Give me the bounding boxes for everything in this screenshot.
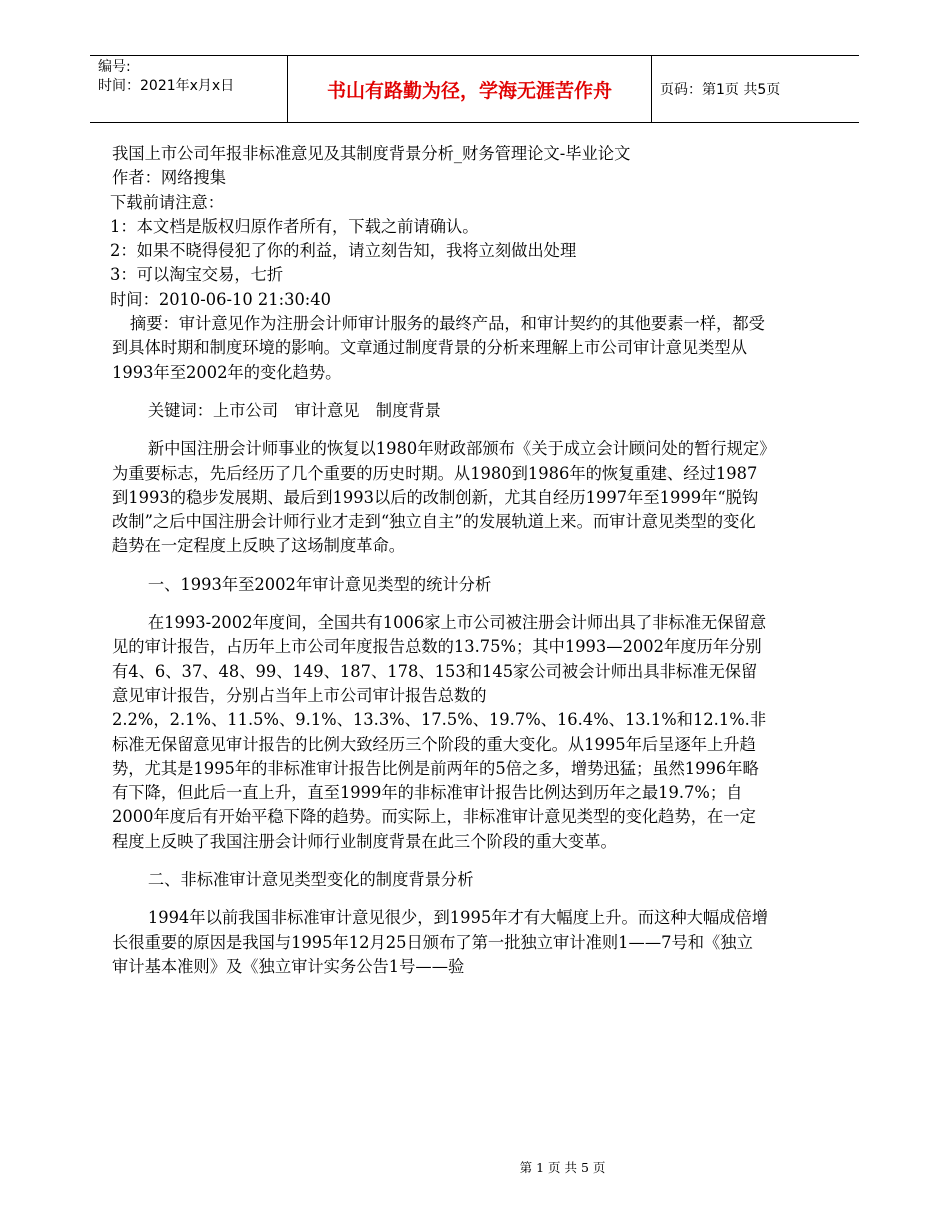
notice-heading: 下载前请注意： bbox=[110, 192, 224, 212]
time-label: 时间：2021年x月x日 bbox=[98, 78, 235, 94]
notice-item-3: 3：可以淘宝交易，七折 bbox=[110, 265, 284, 285]
download-notice bbox=[110, 191, 768, 312]
section-heading-2: 二、非标准审计意见类型变化的制度背景分析 bbox=[147, 870, 474, 890]
section-heading-1: 一、1993年至2002年审计意见类型的统计分析 bbox=[147, 574, 492, 594]
stats-paragraph-2: 2.2%，2.1%、11.5%、9.1%、13.3%、17.5%、19.7%、16.4%、13.1%和12.1%.非标准无保留意见审计报告的比例大致经历三个阶段的重大变化。从1995年后呈逐年上升趋势，尤其是1995年的非标准审计报告比例是前两年的5倍之多，增势迅猛；虽然1996年略有下降，但此后一直上升，直至1999年的非标准审计报告比例达到历年之最19.7%；自2000年度后有开始平稳下降的趋势。而实际上，非标准审计意见类型的变化趋势，在一定程度上反映了我国注册会计师行业制度背景在此三个阶段的重大变革。 bbox=[112, 710, 767, 851]
header-motto: 书山有路勤为径，学海无涯苦作舟 bbox=[287, 56, 652, 122]
number-label: 编号: bbox=[98, 59, 131, 75]
stats-paragraph-1: 在1993-2002年度间，全国共有1006家上市公司被注册会计师出具了非标准无保留意见的审计报告，占历年上市公司年度报告总数的13.75%；其中1993—2002年度历年分别有4、6、37、48、99、149、187、178、153和145家公司被会计师出具非标准无保留意见审计报告，分别占当年上市公司审计报告总数的 bbox=[112, 613, 767, 705]
background-paragraph: 1994年以前我国非标准审计意见很少，到1995年才有大幅度上升。而这种大幅成倍增长很重要的原因是我国与1995年12月25日颁布了第一批独立审计准则1——7号和《独立审计基本准则》及《独立审计实务公告1号——验 bbox=[112, 908, 769, 976]
article-meta bbox=[112, 142, 768, 191]
article-body bbox=[112, 142, 768, 979]
header-meta-cell bbox=[90, 56, 287, 122]
notice-item-2: 2：如果不晓得侵犯了你的利益，请立刻告知，我将立刻做出处理 bbox=[110, 241, 577, 261]
keywords-line: 关键词：上市公司 审计意见 制度背景 bbox=[147, 400, 441, 420]
abstract-paragraph: 摘要：审计意见作为注册会计师审计服务的最终产品，和审计契约的其他要素一样，都受到具体时期和制度环境的影响。文章通过制度背景的分析来理解上市公司审计意见类型从1993年至2002年的变化趋势。 bbox=[112, 314, 765, 382]
header-page-info: 页码：第1页 共5页 bbox=[660, 82, 781, 98]
notice-item-1: 1：本文档是版权归原作者所有，下载之前请确认。 bbox=[110, 216, 479, 236]
document-header bbox=[90, 55, 859, 123]
article-time: 时间：2010-06-10 21:30:40 bbox=[110, 289, 332, 309]
intro-paragraph: 新中国注册会计师事业的恢复以1980年财政部颁布《关于成立会计顾问处的暂行规定》为重要标志，先后经历了几个重要的历史时期。从1980到1986年的恢复重建、经过1987到1993的稳步发展期、最后到1993以后的改制创新，尤其自经历1997年至1999年“脱钩改制”之后中国注册会计师行业才走到“独立自主”的发展轨道上来。而审计意见类型的变化趋势在一定程度上反映了这场制度革命。 bbox=[112, 439, 768, 556]
article-title: 我国上市公司年报非标准意见及其制度背景分析_财务管理论文-毕业论文 bbox=[112, 144, 631, 163]
article-author: 作者：网络搜集 bbox=[112, 168, 226, 188]
page-footer: 第 1 页 共 5 页 bbox=[519, 1160, 606, 1175]
